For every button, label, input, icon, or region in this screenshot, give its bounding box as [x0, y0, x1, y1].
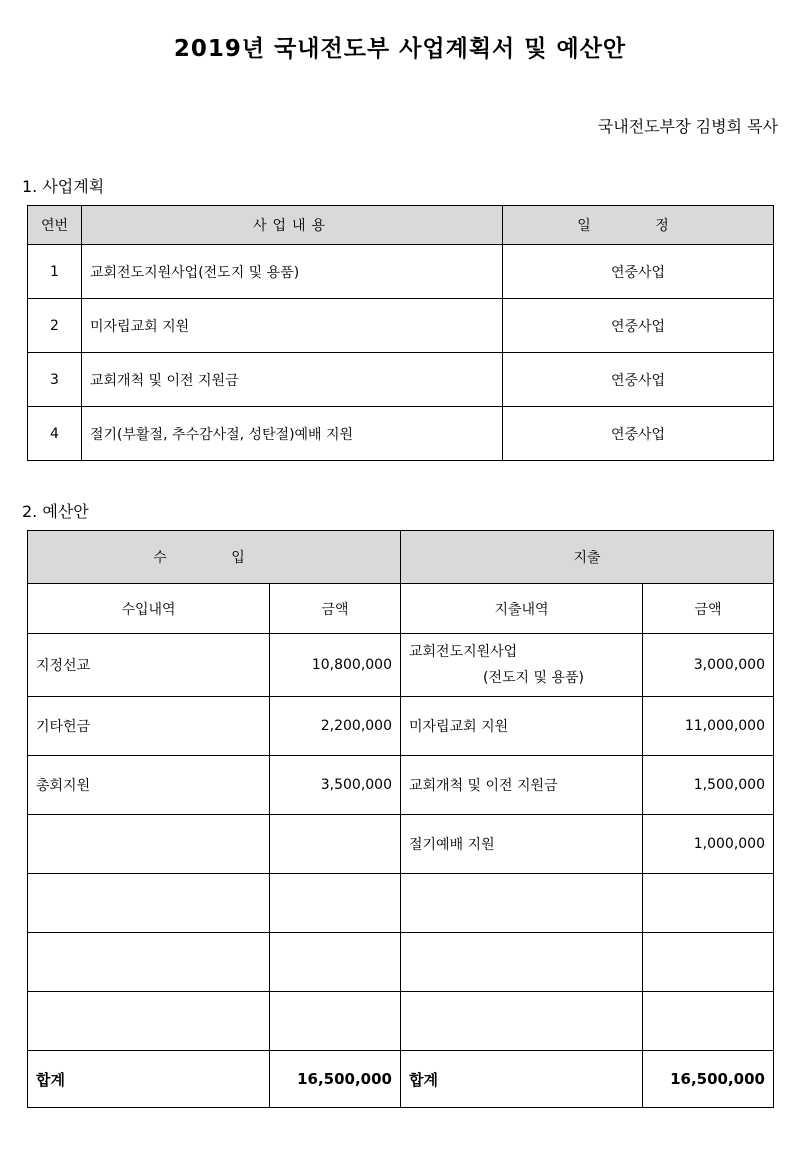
income-item: 총회지원: [28, 756, 270, 815]
income-item: 기타헌금: [28, 697, 270, 756]
expense-item: [401, 933, 643, 992]
budget-row: [28, 992, 774, 1051]
income-header: 수 입: [28, 531, 401, 584]
expense-amount: [643, 933, 774, 992]
plan-row-no: 4: [28, 407, 82, 461]
income-item-header: 수입내역: [28, 584, 270, 634]
plan-row: [28, 407, 774, 461]
plan-row: [28, 353, 774, 407]
plan-row-content: 교회개척 및 이전 지원금: [82, 353, 503, 407]
budget-group-header-row: [28, 531, 774, 584]
income-amount: 2,200,000: [270, 697, 401, 756]
income-amount: [270, 874, 401, 933]
income-item: [28, 874, 270, 933]
document-title: 2019년 국내전도부 사업계획서 및 예산안: [173, 36, 627, 62]
expense-header: 지출: [401, 531, 774, 584]
expense-item: [401, 992, 643, 1051]
budget-row: [28, 874, 774, 933]
expense-amount: 1,500,000: [643, 756, 774, 815]
expense-amount: 3,000,000: [643, 634, 774, 697]
author-line: 국내전도부장 김병희 목사: [597, 117, 778, 136]
budget-total-row: [28, 1051, 774, 1108]
expense-item-multiline: [401, 634, 643, 697]
expense-item: 절기예배 지원: [401, 815, 643, 874]
expense-item: 교회개척 및 이전 지원금: [401, 756, 643, 815]
budget-table: [27, 530, 774, 1108]
plan-header-row: [28, 206, 774, 245]
plan-row-schedule: 연중사업: [503, 407, 774, 461]
section-heading-budget: 2. 예산안: [22, 502, 89, 521]
plan-row: [28, 299, 774, 353]
expense-amount: 11,000,000: [643, 697, 774, 756]
plan-row: [28, 245, 774, 299]
budget-row: [28, 933, 774, 992]
income-item: [28, 933, 270, 992]
plan-row-no: 2: [28, 299, 82, 353]
expense-item: [401, 874, 643, 933]
income-amount: [270, 933, 401, 992]
business-plan-table: [27, 205, 774, 461]
income-total-label: 합계: [28, 1051, 270, 1108]
expense-amount-header: 금액: [643, 584, 774, 634]
income-item: 지정선교: [28, 634, 270, 697]
income-amount: [270, 815, 401, 874]
plan-row-schedule: 연중사업: [503, 299, 774, 353]
budget-column-header-row: [28, 584, 774, 634]
plan-header-no: 연번: [28, 206, 82, 245]
plan-row-no: 3: [28, 353, 82, 407]
expense-total-amount: 16,500,000: [643, 1051, 774, 1108]
budget-row: [28, 634, 774, 697]
plan-row-content: 교회전도지원사업(전도지 및 용품): [82, 245, 503, 299]
expense-item-header: 지출내역: [401, 584, 643, 634]
plan-row-schedule: 연중사업: [503, 245, 774, 299]
income-amount: 10,800,000: [270, 634, 401, 697]
plan-header-content: 사업내용: [82, 206, 503, 245]
expense-amount: [643, 874, 774, 933]
expense-item: 교회전도지원사업: [409, 644, 518, 660]
budget-row: [28, 815, 774, 874]
income-amount: [270, 992, 401, 1051]
expense-item: 미자립교회 지원: [401, 697, 643, 756]
income-amount: 3,500,000: [270, 756, 401, 815]
expense-total-label: 합계: [401, 1051, 643, 1108]
income-total-amount: 16,500,000: [270, 1051, 401, 1108]
expense-amount: 1,000,000: [643, 815, 774, 874]
plan-row-no: 1: [28, 245, 82, 299]
budget-row: [28, 697, 774, 756]
expense-amount: [643, 992, 774, 1051]
plan-row-content: 절기(부활절, 추수감사절, 성탄절)예배 지원: [82, 407, 503, 461]
plan-row-content: 미자립교회 지원: [82, 299, 503, 353]
section-heading-plan: 1. 사업계획: [22, 177, 105, 196]
plan-row-schedule: 연중사업: [503, 353, 774, 407]
expense-item-detail: (전도지 및 용품): [483, 670, 584, 686]
budget-row: [28, 756, 774, 815]
income-item: [28, 815, 270, 874]
income-item: [28, 992, 270, 1051]
plan-header-schedule: 일 정: [503, 206, 774, 245]
income-amount-header: 금액: [270, 584, 401, 634]
